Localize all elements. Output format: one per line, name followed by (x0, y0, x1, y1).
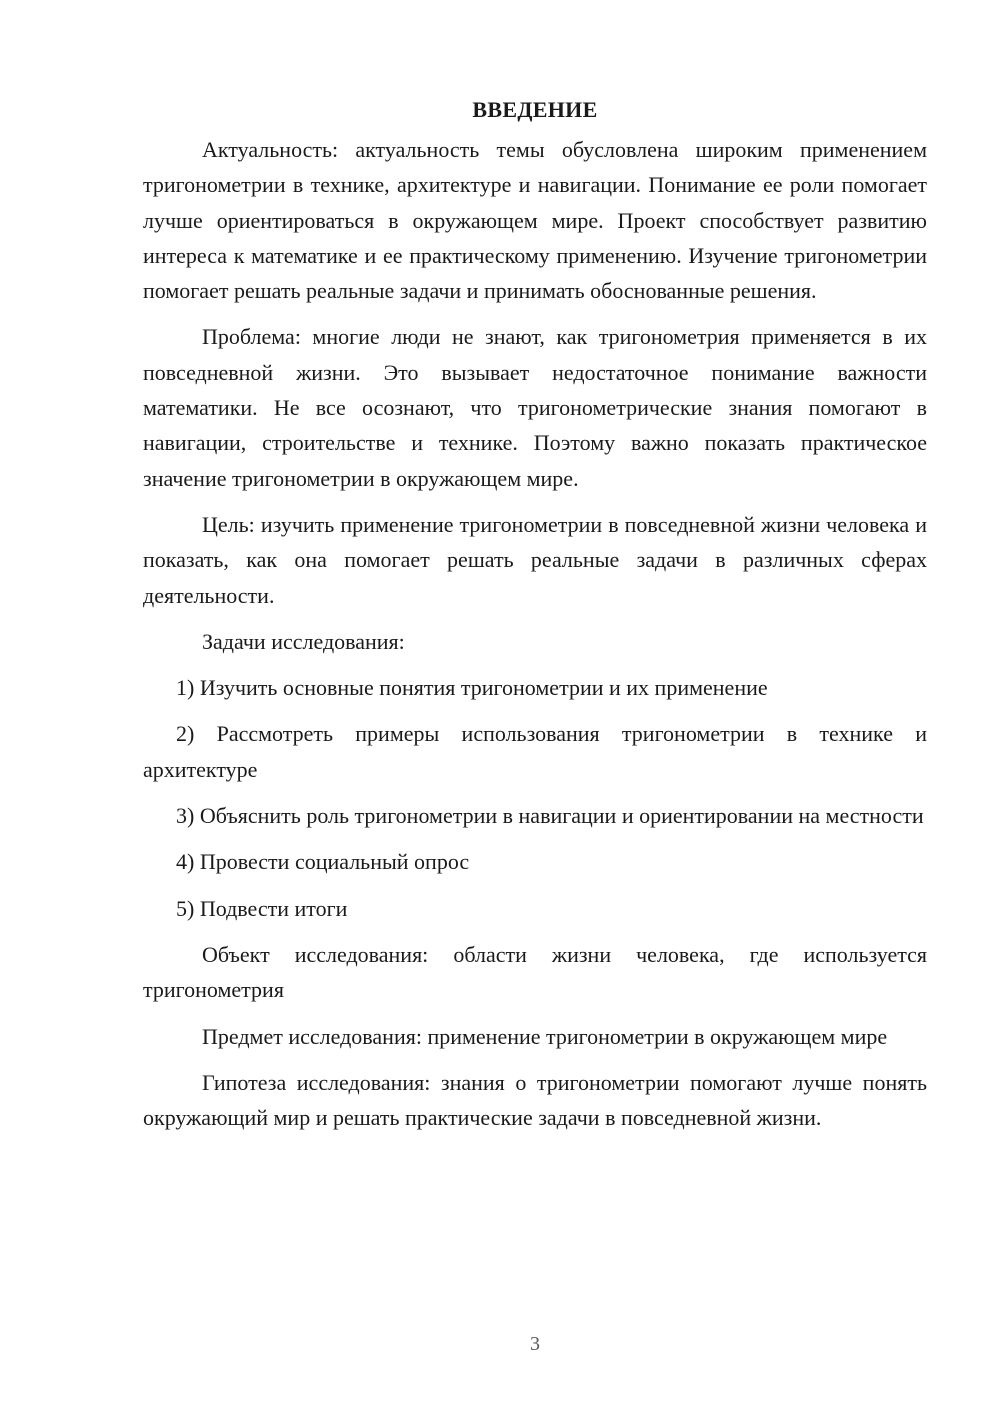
task-item-2: 2) Рассмотреть примеры использования тригонометрии в технике и архитектуре (143, 721, 927, 782)
hypothesis-paragraph: Гипотеза исследования: знания о тригонометрии помогают лучше понять окружающий мир и решать практические задачи в повседневной жизни. (143, 1069, 927, 1131)
problem-paragraph: Проблема: многие люди не знают, как тригонометрия применяется в их повседневной жизни. Это вызывает недостаточное понимание важности математики. Не все осознают, что тригонометрические знания помогают в навигации, строительстве и технике. Поэтому важно показать практическое значение тригонометрии в окружающем мире. (143, 324, 927, 491)
task-item-5: 5) Подвести итоги (176, 895, 348, 921)
page-body (143, 92, 927, 1135)
page-title: ВВЕДЕНИЕ (472, 97, 598, 122)
task-item-4: 4) Провести социальный опрос (176, 849, 470, 875)
relevance-paragraph: Актуальность: актуальность темы обусловлена широким применением тригонометрии в технике, архитектуре и навигации. Понимание ее роли помогает лучше ориентироваться в окружающем мире. Проект способствует развитию интереса к математике и ее практическому применению. Изучение тригонометрии помогает решать реальные задачи и принимать обоснованные решения. (143, 137, 927, 304)
task-item-3: 3) Объяснить роль тригонометрии в навигации и ориентировании на местности (176, 803, 924, 829)
task-item-1: 1) Изучить основные понятия тригонометрии и их применение (176, 675, 768, 701)
tasks-heading: Задачи исследования: (202, 628, 405, 654)
subject-paragraph: Предмет исследования: применение тригонометрии в окружающем мире (202, 1023, 888, 1049)
object-paragraph: Объект исследования: области жизни человека, где используется тригонометрия (143, 941, 927, 1003)
goal-paragraph: Цель: изучить применение тригонометрии в повседневной жизни человека и показать, как она помогает решать реальные задачи в различных сферах деятельности. (143, 511, 927, 608)
page-number: 3 (530, 1333, 540, 1355)
